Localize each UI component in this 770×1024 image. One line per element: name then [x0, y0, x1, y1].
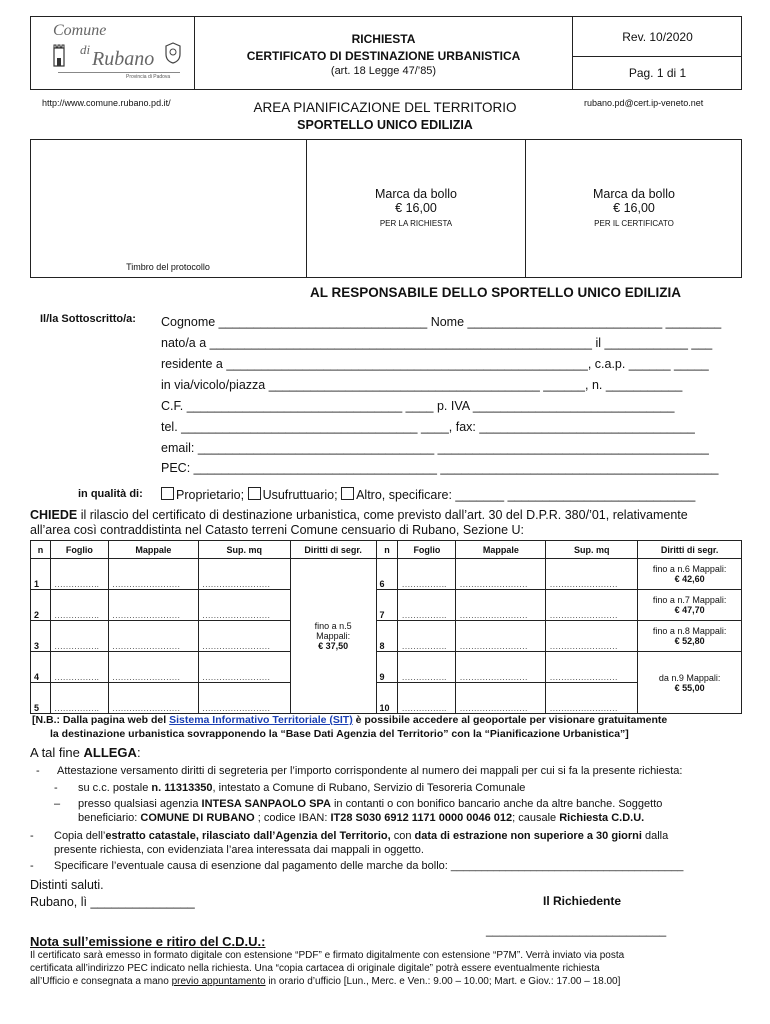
fee-r3-b: € 52,80 — [674, 636, 705, 646]
sup-cell[interactable]: …………………… — [546, 590, 638, 621]
nota-line-2: certificata all’indirizzo PEC indicato nella richiesta. Una “copia cartacea di originale digitale” potrà essere eventualmente richiesta — [30, 963, 600, 974]
row-number: 4 — [31, 652, 51, 683]
sub2-f: ; codice IBAN: — [254, 812, 331, 824]
crest-icon — [164, 42, 182, 64]
foglio-cell[interactable]: ……………. — [398, 590, 456, 621]
table-row — [31, 621, 742, 652]
allega-sub-2 — [78, 798, 662, 810]
foglio-cell[interactable]: ……………. — [398, 652, 456, 683]
allega-item-2 — [54, 830, 668, 842]
altro-label: Altro, specificare: _______ ___________________________ — [356, 488, 696, 502]
item2-a: Copia dell’ — [54, 830, 106, 842]
bollo2-note: PER IL CERTIFICATO — [594, 219, 674, 228]
bullet-1a: - — [54, 782, 58, 794]
nb-part2: è possibile accedere al geoportale per visionare gratuitamente — [352, 714, 668, 726]
allega-intro-c: : — [136, 745, 141, 760]
logo-underline — [58, 72, 180, 73]
nb-part1: [N.B.: Dalla pagina web del — [32, 714, 170, 726]
field-indirizzo[interactable]: in via/vicolo/piazza _______________________________________ ______, n. ___________ — [161, 378, 683, 392]
sit-link[interactable]: Sistema Informativo Territoriale (SIT) — [169, 714, 353, 726]
sub1-b: n. 11313350 — [151, 782, 213, 794]
proprietario-checkbox[interactable] — [161, 487, 174, 500]
sup-cell[interactable]: …………………… — [198, 559, 290, 590]
sub2-b: INTESA SANPAOLO SPA — [201, 798, 331, 810]
foglio-cell[interactable]: ……………. — [50, 590, 108, 621]
row-number: 6 — [376, 559, 398, 590]
sub2-e: COMUNE DI RUBANO — [140, 812, 255, 824]
row-number: 1 — [31, 559, 51, 590]
signature-line[interactable]: ___________________________ — [486, 923, 667, 937]
bollo2-amount: € 16,00 — [613, 201, 655, 215]
col-header: Mappale — [456, 541, 546, 559]
mappale-cell[interactable]: …………………… — [108, 559, 198, 590]
nb-line-1 — [32, 714, 667, 726]
row-number: 3 — [31, 621, 51, 652]
qualita-label: in qualità di: — [78, 488, 143, 500]
fee-left-3: € 37,50 — [318, 641, 349, 651]
bollo1-title: Marca da bollo — [375, 187, 457, 201]
sup-cell[interactable]: …………………… — [198, 683, 290, 714]
allega-sub-2-line2 — [78, 812, 644, 824]
bullet-2: - — [30, 830, 34, 842]
foglio-cell[interactable]: ……………. — [50, 683, 108, 714]
logo-subtitle: Provincia di Padova — [126, 74, 171, 80]
logo-line3: Rubano — [92, 48, 155, 70]
nota-title: Nota sull’emissione e ritiro del C.D.U.: — [30, 934, 266, 949]
item2-d: data di estrazione non superiore a 30 giorni — [414, 830, 642, 842]
nb-line-2: la destinazione urbanistica sovrapponendo la “Base Dati Agenzia del Territorio” con la “Pianificazione Urbanistica”] — [50, 728, 629, 740]
header-title-3: (art. 18 Legge 47/’85) — [330, 65, 437, 77]
nota-line3-c: in orario d’ufficio [Lun., Merc. e Ven.: 9.00 – 10.00; Mart. e Giov.: 17.00 – 18.00] — [265, 976, 621, 987]
row-number: 9 — [376, 652, 398, 683]
item2-c: con — [390, 830, 415, 842]
chiede-text-2: all’area così contraddistinta nel Catasto terreni Comune censuario di Rubano, Sezione U: — [30, 523, 525, 537]
item2-e: dalla — [641, 830, 669, 842]
sportello-title: SPORTELLO UNICO EDILIZIA — [297, 118, 473, 132]
col-header: Foglio — [50, 541, 108, 559]
bullet-1: - — [36, 765, 40, 777]
mappale-cell[interactable]: …………………… — [456, 652, 546, 683]
luogo-data[interactable]: Rubano, lì _______________ — [30, 895, 195, 909]
table-row — [31, 590, 742, 621]
bollo2-title: Marca da bollo — [593, 187, 675, 201]
allega-intro-b: ALLEGA — [83, 745, 137, 760]
sub1-c: , intestato a Comune di Rubano, Servizio di Tesoreria Comunale — [212, 782, 526, 794]
sub1-a: su c.c. postale — [78, 782, 152, 794]
fee-r2-b: € 47,70 — [674, 605, 705, 615]
altro-checkbox[interactable] — [341, 487, 354, 500]
mappale-cell[interactable]: …………………… — [456, 559, 546, 590]
fee-r1-b: € 42,60 — [674, 574, 705, 584]
field-cf-piva[interactable]: C.F. _______________________________ ____ p. IVA _____________________________ — [161, 399, 675, 413]
fee-right-cell — [638, 559, 742, 590]
table-header-row — [31, 541, 742, 559]
pec-email[interactable]: rubano.pd@cert.ip-veneto.net — [584, 98, 704, 108]
mappale-cell[interactable]: …………………… — [456, 621, 546, 652]
field-tel-fax[interactable]: tel. __________________________________ ____, fax: _______________________________ — [161, 420, 695, 434]
foglio-cell[interactable]: ……………. — [398, 621, 456, 652]
nota-line-1: Il certificato sarà emesso in formato digitale con estensione “PDF” e firmato digitalmente con estensione “P7M”. Verrà inviato via posta — [30, 950, 625, 961]
foglio-cell[interactable]: ……………. — [50, 652, 108, 683]
field-residenza[interactable]: residente a ____________________________________________________, c.a.p. ______ _____ — [161, 357, 709, 371]
foglio-cell[interactable]: ……………. — [50, 559, 108, 590]
allega-item-1: Attestazione versamento diritti di segreteria per l’importo corrispondente al numero dei mappali per cui si fa la presente richiesta: — [57, 765, 683, 777]
field-pec[interactable]: PEC: ___________________________________ ________________________________________ — [161, 461, 719, 475]
mappale-cell[interactable]: …………………… — [456, 590, 546, 621]
header-title-1: RICHIESTA — [351, 32, 416, 46]
sub2-c: in contanti o con bonifico bancario anche da altre banche. Soggetto — [330, 798, 663, 810]
allega-item-3[interactable]: Specificare l’eventuale causa di esenzione dal pagamento delle marche da bollo: ______________________________________ — [54, 860, 684, 872]
bollo1-amount: € 16,00 — [395, 201, 437, 215]
sup-cell[interactable]: …………………… — [546, 652, 638, 683]
header-divider-h — [572, 56, 742, 57]
municipality-logo — [48, 22, 188, 84]
row-number: 7 — [376, 590, 398, 621]
col-header: Sup. mq — [198, 541, 290, 559]
nota-line3-b: previo appuntamento — [171, 976, 266, 987]
field-cognome-nome[interactable]: Cognome ______________________________ Nome ____________________________ ________ — [161, 315, 722, 329]
col-header: Foglio — [398, 541, 456, 559]
sub2-i: Richiesta C.D.U. — [559, 812, 645, 824]
fee-r3-a: fino a n.8 Mappali: — [652, 626, 727, 636]
fee-right-cell — [638, 590, 742, 621]
sup-cell[interactable]: …………………… — [546, 621, 638, 652]
fee-r4-b: € 55,00 — [674, 682, 705, 693]
col-header: Mappale — [108, 541, 198, 559]
chiede-bold: CHIEDE — [30, 508, 78, 522]
mappale-cell[interactable]: …………………… — [108, 683, 198, 714]
sub2-d: beneficiario: — [78, 812, 141, 824]
protocol-stamp-label: Timbro del protocollo — [126, 262, 210, 272]
mappale-cell[interactable]: …………………… — [108, 621, 198, 652]
logo-line2: di — [80, 42, 91, 57]
mappale-cell[interactable]: …………………… — [456, 683, 546, 714]
usufruttuario-checkbox[interactable] — [248, 487, 261, 500]
row-number: 5 — [31, 683, 51, 714]
richiedente-label: Il Richiedente — [543, 894, 622, 908]
sottoscritto-label: Il/la Sottoscritto/a: — [40, 313, 136, 325]
table-row — [31, 559, 742, 590]
fee-right-cell — [638, 652, 742, 714]
fee-left-2: Mappali: — [316, 631, 351, 641]
allega-intro-a: A tal fine — [30, 745, 84, 760]
chiede-text-1: il rilascio del certificato di destinazione urbanistica, come previsto dall’art. 30 del D.P.R. 380/’01, relativamente — [77, 508, 688, 522]
logo-tower-icon — [52, 44, 66, 68]
row-number: 10 — [376, 683, 398, 714]
foglio-cell[interactable]: ……………. — [398, 559, 456, 590]
page-label: Pag. 1 di 1 — [628, 66, 687, 80]
saluti: Distinti saluti. — [30, 878, 104, 892]
foglio-cell[interactable]: ……………. — [398, 683, 456, 714]
fee-right-cell — [638, 621, 742, 652]
allega-sub-1 — [78, 782, 525, 794]
row-number: 2 — [31, 590, 51, 621]
sup-cell[interactable]: …………………… — [198, 652, 290, 683]
bullet-1b: – — [54, 798, 61, 810]
item2-b: estratto catastale, rilasciato dall’Agenzia del Territorio, — [105, 830, 391, 842]
field-nascita[interactable]: nato/a a _______________________________________________________ il ____________ ___ — [161, 336, 713, 350]
area-title: AREA PIANIFICAZIONE DEL TERRITORIO — [253, 100, 517, 115]
sup-cell[interactable]: …………………… — [546, 559, 638, 590]
nota-line3-a: all’Ufficio e consegnata a mano — [30, 976, 172, 987]
fee-r4-a: da n.9 Mappali: — [658, 672, 721, 683]
field-email[interactable]: email: __________________________________ _______________________________________ — [161, 441, 709, 455]
parcels-table — [30, 540, 742, 714]
table-row — [31, 683, 742, 714]
mappale-cell[interactable]: …………………… — [108, 590, 198, 621]
fee-r2-a: fino a n.7 Mappali: — [652, 595, 727, 605]
sup-cell[interactable]: …………………… — [198, 590, 290, 621]
sub2-a: presso qualsiasi agenzia — [78, 798, 202, 810]
recipient-title: AL RESPONSABILE DELLO SPORTELLO UNICO EDILIZIA — [310, 285, 682, 300]
foglio-cell[interactable]: ……………. — [50, 621, 108, 652]
allega-item-2-line2: presente richiesta, con evidenziata l’area interessata dai mappali in oggetto. — [54, 844, 424, 856]
mappale-cell[interactable]: …………………… — [108, 652, 198, 683]
allega-intro — [30, 745, 141, 760]
col-header: Diritti di segr. — [290, 541, 376, 559]
fee-left-1: fino a n.5 — [314, 621, 352, 631]
col-header: n — [31, 541, 51, 559]
header-title-2: CERTIFICATO DI DESTINAZIONE URBANISTICA — [246, 49, 521, 63]
nota-line-3 — [30, 976, 620, 987]
qualita-options — [161, 487, 695, 502]
website-link[interactable]: http://www.comune.rubano.pd.it/ — [42, 98, 171, 108]
proprietario-label: Proprietario; — [176, 488, 245, 502]
usufruttuario-label: Usufruttuario; — [262, 488, 338, 502]
row-number: 8 — [376, 621, 398, 652]
col-header: n — [376, 541, 398, 559]
col-header: Diritti di segr. — [638, 541, 742, 559]
sub2-g: IT28 S030 6912 1171 0000 0046 012 — [330, 812, 513, 824]
bullet-3: - — [30, 860, 34, 872]
sup-cell[interactable]: …………………… — [546, 683, 638, 714]
fee-left-cell — [290, 559, 376, 714]
sub2-h: ; causale — [512, 812, 560, 824]
logo-line1: Comune — [53, 22, 107, 39]
table-row — [31, 652, 742, 683]
revision-label: Rev. 10/2020 — [622, 30, 693, 44]
col-header: Sup. mq — [546, 541, 638, 559]
sup-cell[interactable]: …………………… — [198, 621, 290, 652]
fee-r1-a: fino a n.6 Mappali: — [652, 564, 727, 574]
bollo1-note: PER LA RICHIESTA — [379, 219, 453, 228]
chiede-paragraph — [30, 508, 744, 522]
